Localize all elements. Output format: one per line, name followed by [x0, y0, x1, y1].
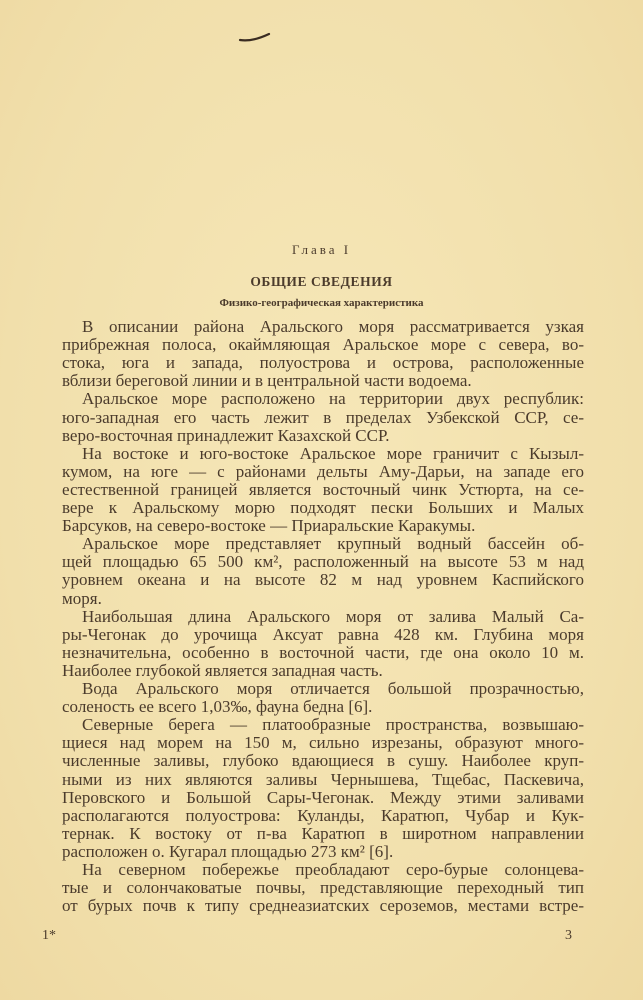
text-line: веро-восточная принадлежит Казахской ССР.: [62, 425, 390, 445]
text-line: уровнем океана и на высоте 82 м над уровнем Каспийского: [62, 570, 584, 590]
text-line: соленость ее всего 1,03‰, фауна бедна [6].: [62, 697, 373, 717]
text-line: щиеся над морем на 150 м, сильно изрезаны, образуют много-: [62, 733, 584, 753]
chapter-heading: Глава I: [291, 242, 352, 257]
text-line: естественной границей является восточный чинк Устюрта, на се-: [62, 479, 584, 499]
pen-mark-icon: [238, 30, 272, 44]
text-line: ры-Чегонак до урочища Аксуат равна 428 км. Глубина моря: [62, 624, 584, 644]
section-title: ОБЩИЕ СВЕДЕНИЯ: [250, 274, 393, 289]
page-number: 3: [565, 928, 572, 943]
text-line: тернак. К востоку от п-ва Каратюп в широтном направлении: [62, 823, 584, 843]
text-line: Барсуков, на северо-востоке — Приаральские Каракумы.: [62, 516, 476, 536]
text-line: стока, юга и запада, полуострова и острова, расположенные: [62, 353, 584, 373]
text-line: ными из них являются заливы Чернышева, Тщебас, Паскевича,: [62, 769, 584, 789]
text-line: Аральское море расположено на территории двух республик:: [82, 389, 584, 409]
text-line: располагаются полуострова: Куланды, Каратюп, Чубар и Кук-: [62, 805, 584, 825]
signature-mark: 1*: [42, 928, 56, 943]
text-line: На востоке и юго-востоке Аральское море граничит с Кызыл-: [82, 443, 584, 463]
section-subtitle: Физико-географическая характеристика: [219, 297, 424, 309]
text-line: Аральское море представляет крупный водный бассейн об-: [82, 534, 584, 554]
text-line: тые и солончаковатые почвы, представляющие переходный тип: [62, 878, 584, 898]
text-line: численные заливы, глубоко вдающиеся в сушу. Наиболее круп-: [62, 751, 584, 771]
text-line: моря.: [62, 588, 102, 608]
text-line: кумом, на юге — с районами дельты Аму-Дарьи, на западе его: [62, 461, 584, 481]
text-line: Северные берега — платообразные пространства, возвышаю-: [82, 715, 584, 735]
text-line: вере к Аральскому морю подходят пески Больших и Малых: [62, 498, 584, 517]
text-line: незначительна, особенно в восточной части, где она около 10 м.: [62, 642, 584, 662]
text-line: Вода Аральского моря отличается большой прозрачностью,: [82, 679, 584, 698]
text-line: юго-западная его часть лежит в пределах Узбекской ССР, се-: [62, 407, 584, 427]
text-line: В описании района Аральского моря рассматривается узкая: [82, 317, 584, 336]
text-line: расположен о. Кугарал площадью 273 км² [6].: [62, 841, 394, 861]
text-line: прибрежная полоса, окаймляющая Аральское море с севера, во-: [62, 335, 584, 355]
text-line: Наибольшая длина Аральского моря от залива Малый Са-: [82, 606, 584, 626]
text-line: Наиболее глубокой является западная часть.: [62, 660, 383, 680]
text-line: Перовского и Большой Сары-Чегонак. Между этими заливами: [62, 787, 584, 807]
text-line: от бурых почв к типу среднеазиатских сероземов, местами встре-: [62, 896, 584, 916]
text-line: щей площадью 65 500 км², расположенный на высоте 53 м над: [62, 552, 584, 572]
text-line: вблизи береговой линии и в центральной части водоема.: [62, 371, 472, 391]
text-line: На северном побережье преобладают серо-бурые солонцева-: [82, 860, 584, 879]
